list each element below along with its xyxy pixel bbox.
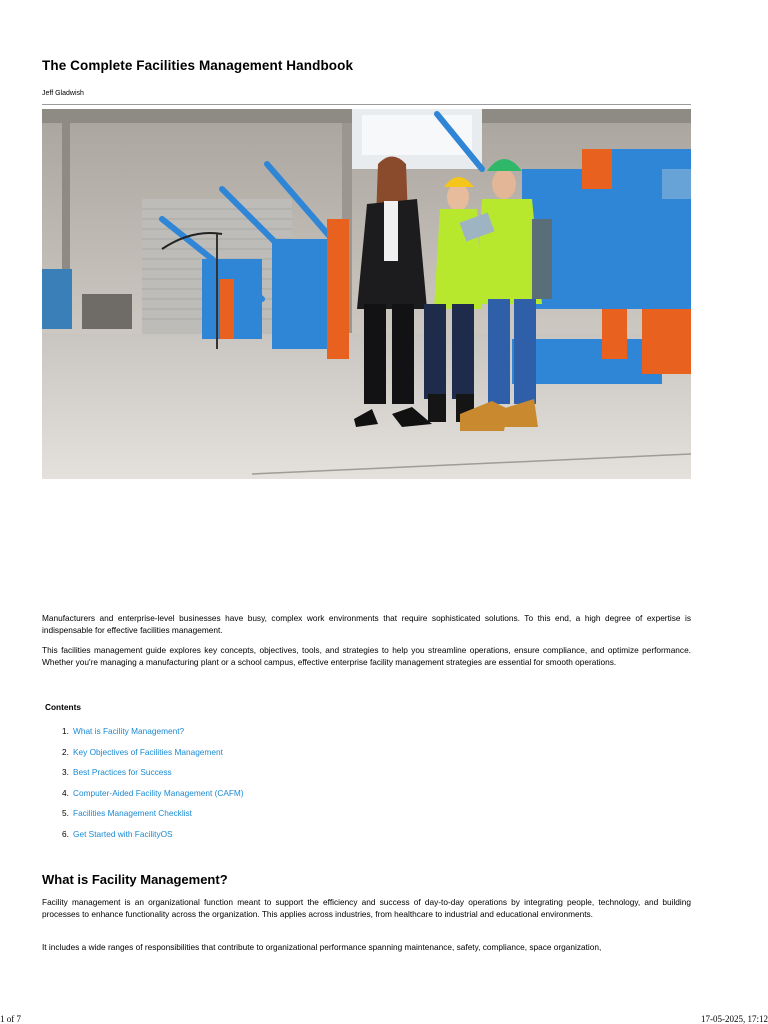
toc-link-key-objectives[interactable]: Key Objectives of Facilities Management bbox=[73, 746, 223, 757]
author-name: Jeff Gladwish bbox=[42, 90, 84, 97]
print-datetime: 17-05-2025, 17:12 bbox=[701, 1014, 768, 1024]
toc-item: 6. Get Started with FacilityOS bbox=[62, 828, 173, 839]
toc-item: 2. Key Objectives of Facilities Management bbox=[62, 746, 223, 757]
factory-workers-photo bbox=[42, 109, 691, 479]
intro-paragraph-2: This facilities management guide explores key concepts, objectives, tools, and strategies to help you streamline operations, ensure compliance, and optimize performance. Whether you're managing a manufacturing plant or a school campus, effective enterprise facility management strategies are essential for smooth operations. bbox=[42, 645, 691, 667]
title-divider bbox=[42, 104, 691, 105]
toc-link-cafm[interactable]: Computer-Aided Facility Management (CAFM) bbox=[73, 787, 244, 798]
toc-link-what-is-facility-management[interactable]: What is Facility Management? bbox=[73, 726, 185, 736]
toc-link-checklist[interactable]: Facilities Management Checklist bbox=[73, 808, 192, 818]
toc-item: 3. Best Practices for Success bbox=[62, 767, 172, 777]
intro-paragraph-1: Manufacturers and enterprise-level businesses have busy, complex work environments that require sophisticated solutions. To this end, a high degree of expertise is indispensable for effective facilities management. bbox=[42, 613, 691, 635]
section1-paragraph-1: Facility management is an organizational function meant to support the efficiency and success of day-to-day operations by integrating people, technology, and building processes to enhance functionality across the organization. This applies across industries, from healthcare to industrial and educational environments. bbox=[42, 897, 691, 919]
toc-item: 5. Facilities Management Checklist bbox=[62, 808, 192, 818]
section-heading-what-is-facility-management: What is Facility Management? bbox=[42, 872, 228, 887]
hero-image bbox=[42, 109, 691, 479]
page-number: 1 of 7 bbox=[0, 1014, 21, 1024]
toc-item: 1. What is Facility Management? bbox=[62, 726, 185, 736]
toc-item: 4. Computer-Aided Facility Management (CAFM) bbox=[62, 787, 244, 798]
document-title: The Complete Facilities Management Handbook bbox=[42, 58, 354, 73]
toc-link-get-started[interactable]: Get Started with FacilityOS bbox=[73, 828, 173, 839]
toc-link-best-practices[interactable]: Best Practices for Success bbox=[73, 767, 172, 777]
section1-paragraph-2: It includes a wide ranges of responsibilities that contribute to organizational performance spanning maintenance, safety, compliance, space organization, bbox=[42, 942, 602, 952]
contents-heading: Contents bbox=[45, 702, 81, 712]
table-of-contents bbox=[62, 725, 244, 848]
